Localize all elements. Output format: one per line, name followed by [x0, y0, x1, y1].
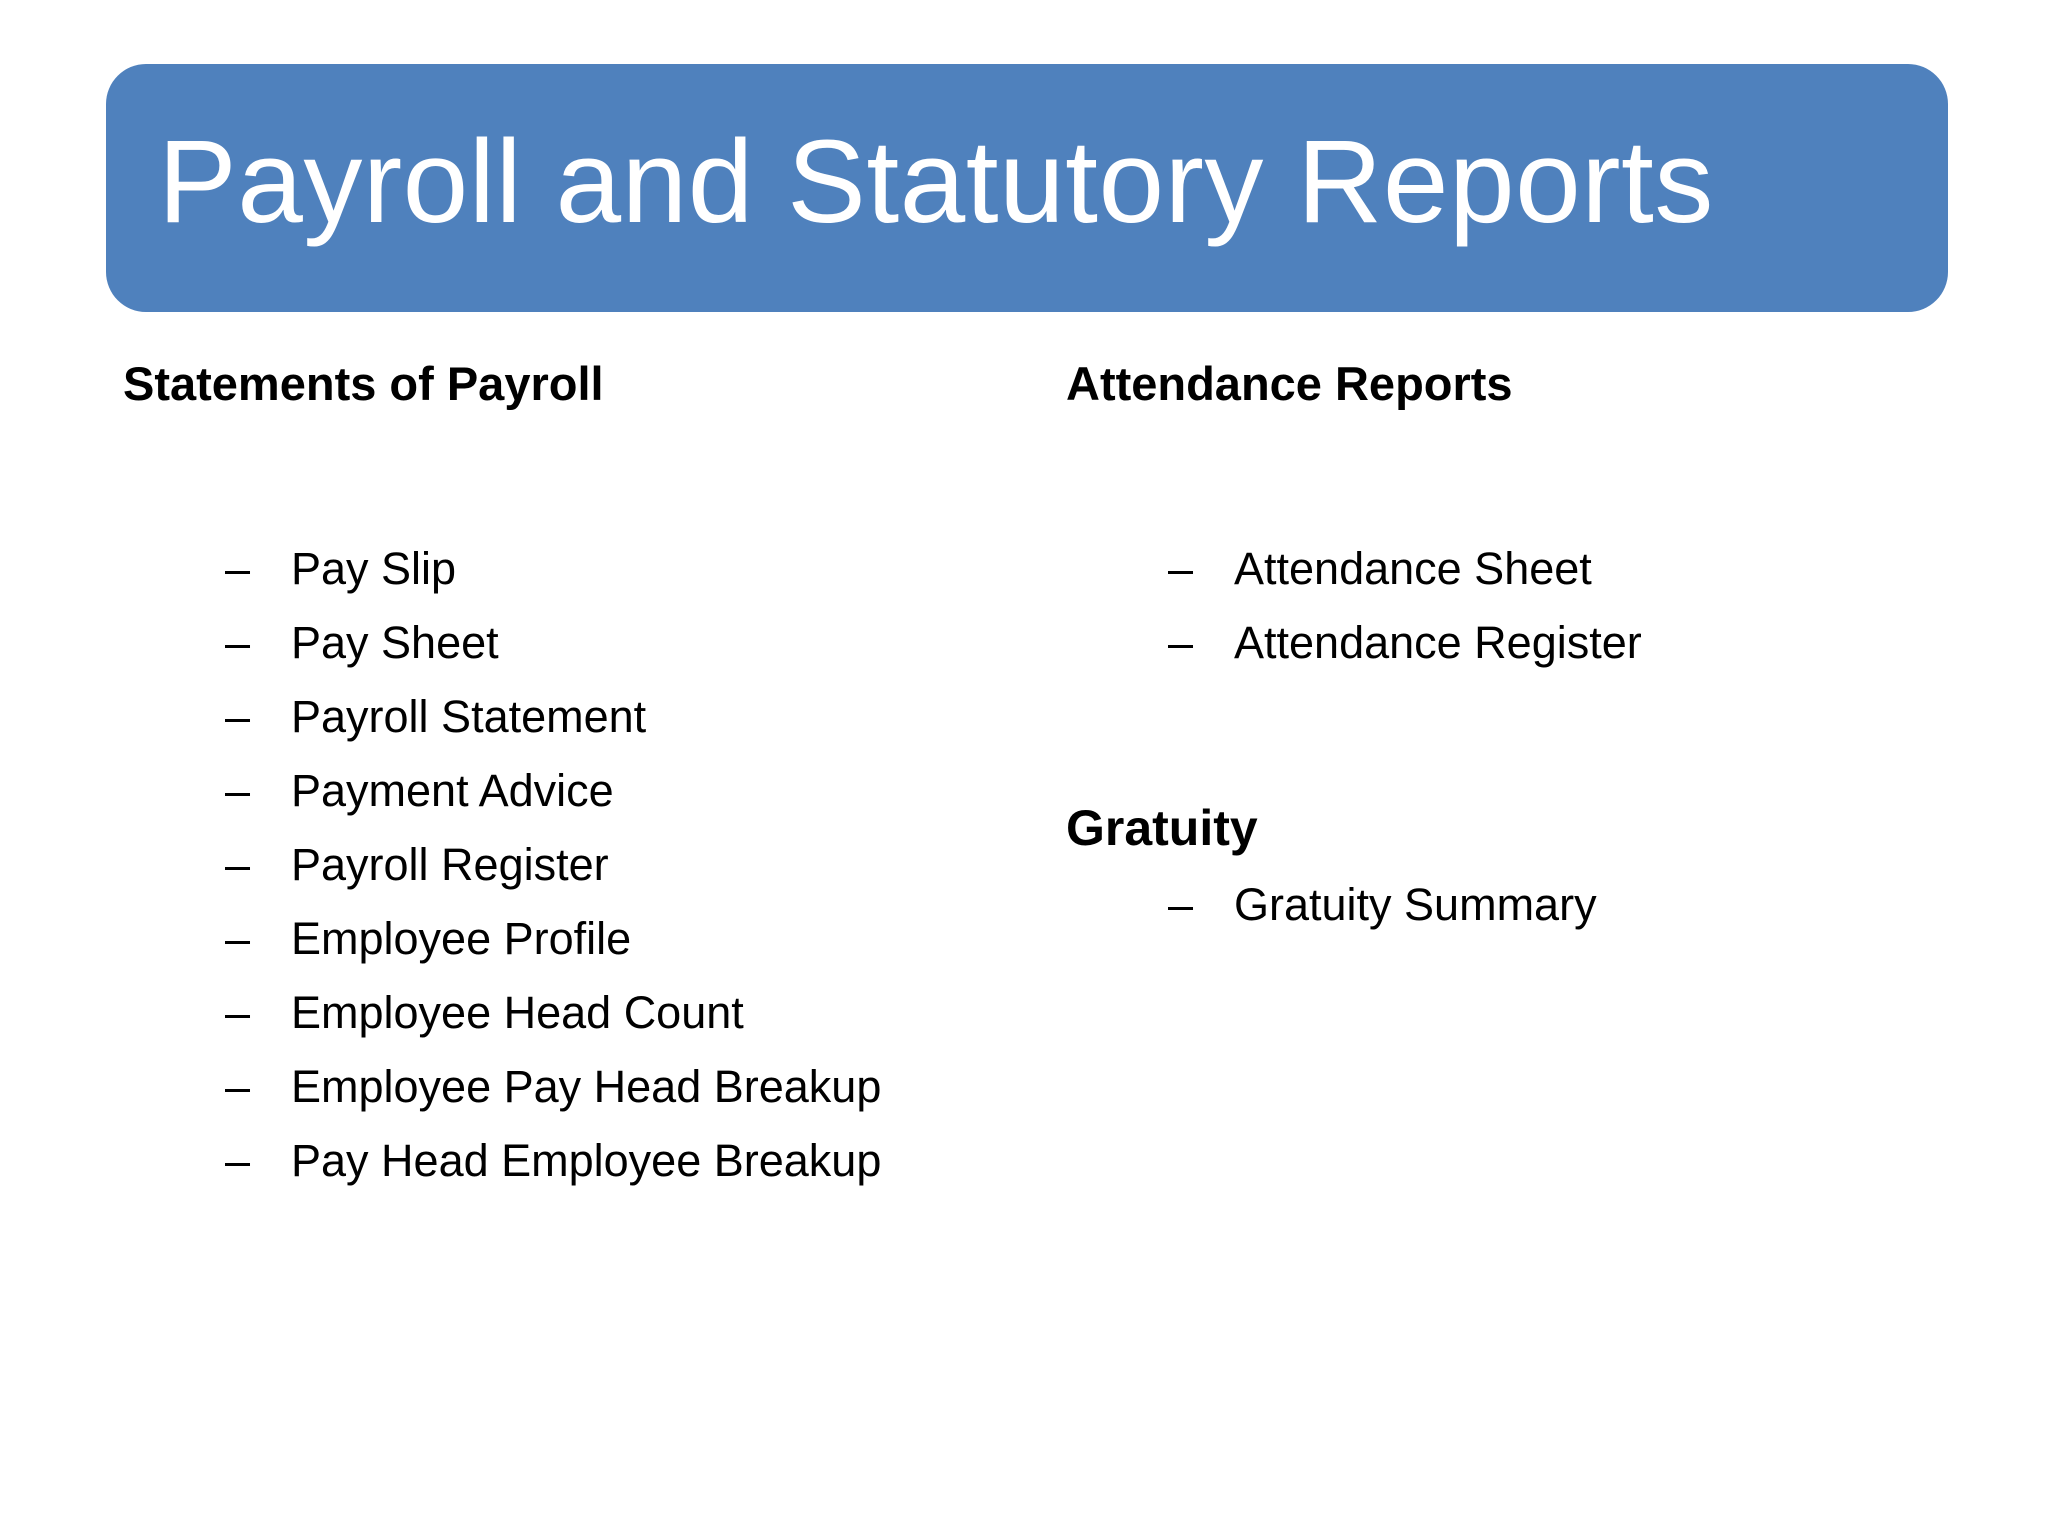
list-item — [123, 680, 1023, 754]
list-item-label: Pay Sheet — [291, 617, 499, 668]
title-banner — [106, 64, 1948, 312]
list-item-label: Pay Head Employee Breakup — [291, 1135, 882, 1186]
dash-bullet: – — [225, 543, 251, 594]
right-column — [1066, 352, 1926, 942]
list-item — [123, 1124, 1023, 1198]
list-item-label: Gratuity Summary — [1234, 879, 1597, 930]
section-heading-attendance-reports: Attendance Reports — [1066, 357, 1513, 410]
section-heading-gratuity: Gratuity — [1066, 800, 1258, 856]
section-heading-statements-of-payroll: Statements of Payroll — [123, 357, 604, 410]
attendance-reports-list — [1066, 532, 1926, 680]
list-item-label: Payment Advice — [291, 765, 614, 816]
list-item-label: Payroll Statement — [291, 691, 647, 742]
dash-bullet: – — [225, 691, 251, 742]
dash-bullet: – — [225, 1135, 251, 1186]
left-column — [123, 352, 1023, 1198]
list-item — [123, 976, 1023, 1050]
list-item — [1066, 606, 1926, 680]
list-item-label: Employee Profile — [291, 913, 632, 964]
list-item — [123, 828, 1023, 902]
dash-bullet: – — [1168, 617, 1194, 668]
list-item-label: Attendance Sheet — [1234, 543, 1592, 594]
list-item — [123, 532, 1023, 606]
dash-bullet: – — [225, 765, 251, 816]
gratuity-list — [1066, 868, 1926, 942]
list-item — [123, 1050, 1023, 1124]
dash-bullet: – — [225, 913, 251, 964]
dash-bullet: – — [1168, 879, 1194, 930]
list-item-label: Attendance Register — [1234, 617, 1642, 668]
list-item — [123, 606, 1023, 680]
dash-bullet: – — [225, 1061, 251, 1112]
slide-title: Payroll and Statutory Reports — [158, 116, 1714, 248]
dash-bullet: – — [225, 839, 251, 890]
list-item — [1066, 532, 1926, 606]
list-item — [123, 754, 1023, 828]
list-item-label: Pay Slip — [291, 543, 457, 594]
list-item — [1066, 868, 1926, 942]
payroll-statements-list — [123, 532, 1023, 1198]
list-item-label: Employee Pay Head Breakup — [291, 1061, 882, 1112]
list-item — [123, 902, 1023, 976]
dash-bullet: – — [225, 617, 251, 668]
dash-bullet: – — [225, 987, 251, 1038]
dash-bullet: – — [1168, 543, 1194, 594]
list-item-label: Employee Head Count — [291, 987, 744, 1038]
list-item-label: Payroll Register — [291, 839, 609, 890]
